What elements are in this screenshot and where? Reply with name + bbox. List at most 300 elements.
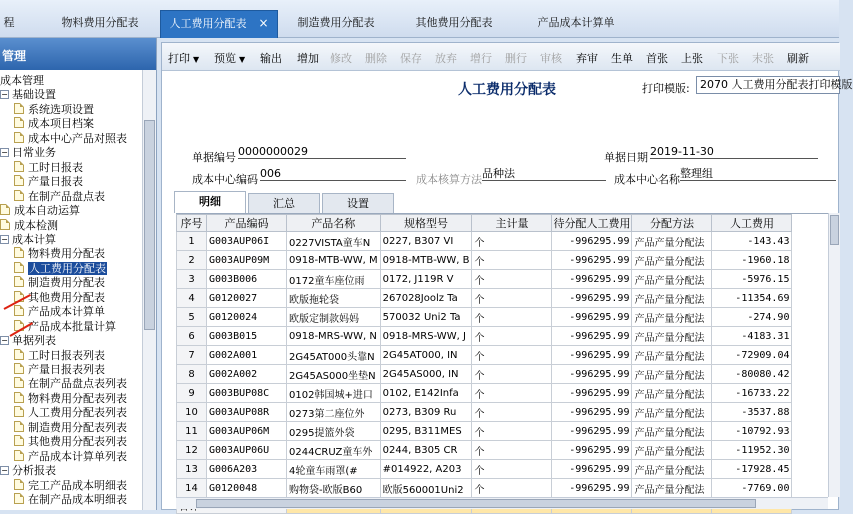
table-cell[interactable]: G003AUP08R: [207, 403, 287, 422]
document-icon: [14, 392, 24, 403]
document-icon: [14, 421, 24, 432]
toolbar: [162, 43, 840, 71]
tab-0[interactable]: [0, 12, 20, 38]
tab-1[interactable]: [40, 12, 160, 38]
table-cell[interactable]: -11952.30: [712, 441, 792, 460]
toolbar-button-label: 审核: [540, 52, 562, 65]
tree-item-label: 其他费用分配表列表: [28, 435, 127, 449]
table-cell[interactable]: -996295.99: [552, 251, 632, 270]
column-header[interactable]: 序号: [177, 215, 207, 232]
table-cell[interactable]: 0172, J119R V: [380, 270, 472, 289]
toolbar-button-label: 输出: [260, 52, 282, 65]
tree-item[interactable]: [14, 276, 105, 290]
table-cell[interactable]: 570032 Uni2 Ta: [380, 308, 472, 327]
tab-label: 其他费用分配表: [415, 16, 493, 29]
doc-no-label: 单据编号: [192, 151, 236, 164]
tab-settings[interactable]: 设置: [322, 193, 394, 213]
tree-item[interactable]: [14, 363, 105, 377]
tree-item-label: 产量日报表: [28, 175, 83, 189]
toolbar-button-label: 保存: [400, 52, 422, 65]
collapse-icon[interactable]: −: [1, 466, 8, 476]
table-row[interactable]: [177, 327, 792, 346]
table-row[interactable]: [177, 346, 792, 365]
toolbar-button[interactable]: [787, 50, 809, 66]
table-cell[interactable]: 产品产量分配法: [632, 232, 712, 251]
table-cell[interactable]: 欧版定制款妈妈: [287, 308, 381, 327]
collapse-icon[interactable]: −: [1, 336, 8, 346]
table-cell[interactable]: G003BUP08C: [207, 384, 287, 403]
table-cell[interactable]: -996295.99: [552, 232, 632, 251]
toolbar-button[interactable]: [214, 50, 245, 66]
toolbar-button-label: 首张: [646, 52, 668, 65]
panel-header: 管理: [0, 38, 156, 70]
document-icon: [14, 305, 24, 316]
document-icon: [14, 479, 24, 490]
table-cell[interactable]: -996295.99: [552, 289, 632, 308]
toolbar-button-label: 弃审: [576, 52, 598, 65]
table-cell[interactable]: 个: [472, 441, 552, 460]
table-cell[interactable]: -996295.99: [552, 479, 632, 498]
tree-item-label: 成本项目档案: [28, 117, 94, 131]
table-cell[interactable]: 0918-MTB-WW, M: [287, 251, 381, 270]
toolbar-button-label: 修改: [330, 52, 352, 65]
tree-item[interactable]: [14, 421, 127, 435]
tree-item-label: 系统选项设置: [28, 102, 94, 116]
table-cell[interactable]: 0918-MTB-WW, B: [380, 251, 472, 270]
chevron-down-icon[interactable]: ▼: [193, 55, 200, 64]
tree-item[interactable]: [14, 117, 94, 131]
table-cell[interactable]: 0295, B311MES: [380, 422, 472, 441]
tree-item[interactable]: [14, 103, 94, 117]
table-cell[interactable]: -5976.15: [712, 270, 792, 289]
table-row[interactable]: [177, 460, 792, 479]
toolbar-button-label: 增加: [297, 52, 319, 65]
doc-no-field[interactable]: 0000000029: [238, 146, 406, 159]
table-cell[interactable]: G003AUP06U: [207, 441, 287, 460]
table-cell[interactable]: -7769.00: [712, 479, 792, 498]
table-cell[interactable]: 产品产量分配法: [632, 270, 712, 289]
table-cell[interactable]: 12: [177, 441, 207, 460]
tree-item[interactable]: [14, 450, 127, 464]
table-cell[interactable]: 产品产量分配法: [632, 346, 712, 365]
table-row[interactable]: [177, 251, 792, 270]
scrollbar-thumb[interactable]: [830, 215, 839, 245]
table-row[interactable]: [177, 365, 792, 384]
tree-item[interactable]: [0, 233, 56, 247]
document-tab-bar: [0, 0, 839, 38]
table-cell[interactable]: -996295.99: [552, 441, 632, 460]
tree-item-label: 产品成本批量计算: [28, 319, 116, 333]
table-cell[interactable]: 个: [472, 422, 552, 441]
toolbar-button[interactable]: [330, 50, 352, 66]
table-cell[interactable]: -996295.99: [552, 327, 632, 346]
table-row[interactable]: [177, 441, 792, 460]
tree-item-label: 完工产品成本明细表: [28, 478, 127, 492]
tree-item[interactable]: [14, 392, 127, 406]
table-cell[interactable]: 11: [177, 422, 207, 441]
grid-vertical-scrollbar[interactable]: [828, 213, 840, 497]
toolbar-button[interactable]: [540, 50, 562, 66]
collapse-icon[interactable]: −: [1, 90, 8, 100]
tree-item-label: 在制产品盘点表: [28, 189, 105, 203]
tab-label: 产品成本计算单: [537, 16, 615, 29]
table-cell[interactable]: 个: [472, 327, 552, 346]
table-cell[interactable]: -996295.99: [552, 270, 632, 289]
toolbar-button[interactable]: [611, 50, 633, 66]
table-cell[interactable]: 欧版拖轮袋: [287, 289, 381, 308]
table-cell[interactable]: G003AUP06M: [207, 422, 287, 441]
tree-item[interactable]: [14, 291, 105, 305]
tree-item-label: 产量日报表列表: [28, 363, 105, 376]
tree-item[interactable]: [0, 204, 80, 218]
toolbar-button-label: 末张: [752, 52, 774, 65]
table-cell[interactable]: 0102韩国城+进口: [287, 384, 381, 403]
tree-item-label: 工时日报表: [28, 160, 83, 174]
column-header[interactable]: 主计量: [472, 215, 552, 232]
tab-5[interactable]: [516, 12, 636, 38]
table-cell[interactable]: 2G45AS000坐垫N: [287, 365, 381, 384]
tree-item-label: 基础设置: [12, 88, 56, 102]
table-cell[interactable]: -996295.99: [552, 308, 632, 327]
table-cell[interactable]: 个: [472, 365, 552, 384]
table-cell[interactable]: -1960.18: [712, 251, 792, 270]
table-cell[interactable]: G002A001: [207, 346, 287, 365]
table-row[interactable]: [177, 422, 792, 441]
table-cell[interactable]: #014922, A203: [380, 460, 472, 479]
table-cell[interactable]: 267028Joolz Ta: [380, 289, 472, 308]
document-icon: [14, 262, 24, 273]
table-cell[interactable]: -72909.04: [712, 346, 792, 365]
tree-item[interactable]: [14, 132, 127, 146]
document-icon: [0, 219, 10, 230]
table-cell[interactable]: -17928.45: [712, 460, 792, 479]
toolbar-button-label: 下张: [717, 52, 739, 65]
table-cell[interactable]: G003AUP06I: [207, 232, 287, 251]
table-cell[interactable]: 个: [472, 251, 552, 270]
tab-2[interactable]: [160, 10, 278, 38]
grid-horizontal-scrollbar[interactable]: [176, 497, 828, 509]
tree-item[interactable]: [14, 190, 105, 204]
tree-item-label: 成本自动运算: [14, 204, 80, 218]
tree-item-label: 在制产品成本明细表: [28, 493, 127, 507]
table-cell[interactable]: G003B015: [207, 327, 287, 346]
table-cell[interactable]: -10792.93: [712, 422, 792, 441]
document-icon: [14, 161, 24, 172]
table-cell[interactable]: 产品产量分配法: [632, 289, 712, 308]
document-icon: [14, 175, 24, 186]
tree-item[interactable]: [14, 479, 127, 493]
table-cell[interactable]: 个: [472, 403, 552, 422]
table-cell[interactable]: 0227VISTA童车N: [287, 232, 381, 251]
tree-item[interactable]: [0, 88, 56, 102]
document-title: 人工费用分配表: [458, 82, 556, 98]
tree-item[interactable]: [14, 493, 127, 507]
tab-4[interactable]: [394, 12, 514, 38]
table-cell[interactable]: 0244, B305 CR: [380, 441, 472, 460]
column-header[interactable]: 产品编码: [207, 215, 287, 232]
table-row[interactable]: [177, 403, 792, 422]
table-cell[interactable]: 产品产量分配法: [632, 441, 712, 460]
toolbar-button[interactable]: [297, 50, 319, 66]
table-cell[interactable]: 0244CRUZ童车外: [287, 441, 381, 460]
table-cell[interactable]: -996295.99: [552, 384, 632, 403]
tree-item-label: 制造费用分配表: [28, 276, 105, 290]
chevron-down-icon[interactable]: ▼: [239, 55, 246, 64]
table-row[interactable]: [177, 308, 792, 327]
tab-3[interactable]: [280, 12, 392, 38]
table-cell[interactable]: 13: [177, 460, 207, 479]
table-cell[interactable]: 产品产量分配法: [632, 251, 712, 270]
table-cell[interactable]: 产品产量分配法: [632, 308, 712, 327]
tree-item[interactable]: [14, 161, 83, 175]
print-template-select[interactable]: 2070 人工费用分配表打印模版: [696, 76, 840, 94]
tree-item-label: 物料费用分配表列表: [28, 391, 127, 405]
table-cell[interactable]: G003B006: [207, 270, 287, 289]
table-cell[interactable]: 0273, B309 Ru: [380, 403, 472, 422]
tree-scrollbar[interactable]: [142, 70, 156, 510]
table-cell[interactable]: G006A203: [207, 460, 287, 479]
document-area: [161, 42, 853, 510]
tree-item-label: 人工费用分配表列表: [28, 406, 127, 420]
table-cell[interactable]: 14: [177, 479, 207, 498]
toolbar-button-label: 刷新: [787, 52, 809, 65]
table-cell[interactable]: -4183.31: [712, 327, 792, 346]
table-cell[interactable]: 2: [177, 251, 207, 270]
tab-label: 物料费用分配表: [61, 16, 139, 29]
table-cell[interactable]: 个: [472, 308, 552, 327]
table-cell[interactable]: 3: [177, 270, 207, 289]
tab-summary[interactable]: 汇总: [248, 193, 320, 213]
table-row[interactable]: [177, 270, 792, 289]
table-cell[interactable]: 个: [472, 346, 552, 365]
tree-item[interactable]: [0, 464, 56, 478]
toolbar-button[interactable]: [365, 50, 387, 66]
table-cell[interactable]: G0120024: [207, 308, 287, 327]
document-icon: [0, 204, 10, 215]
costing-method-label: 成本核算方法: [416, 173, 482, 186]
table-cell[interactable]: -996295.99: [552, 365, 632, 384]
document-icon: [14, 132, 24, 143]
table-cell[interactable]: 产品产量分配法: [632, 365, 712, 384]
table-cell[interactable]: -274.90: [712, 308, 792, 327]
toolbar-button-label: 打印: [168, 52, 190, 65]
costing-method-field[interactable]: 品种法: [482, 168, 606, 181]
tree-item[interactable]: [0, 74, 44, 88]
tree-item-label: 分析报表: [12, 464, 56, 478]
table-cell[interactable]: 欧版560001Uni2: [380, 479, 472, 498]
column-header[interactable]: 待分配人工费用: [552, 215, 632, 232]
tree-item-label: 成本检测: [14, 218, 58, 232]
table-cell[interactable]: G0120048: [207, 479, 287, 498]
table-cell[interactable]: -996295.99: [552, 422, 632, 441]
column-header[interactable]: 人工费用: [712, 215, 792, 232]
column-header[interactable]: 规格型号: [380, 215, 472, 232]
table-cell[interactable]: 2G45AT000, IN: [380, 346, 472, 365]
tree-item-label: 成本管理: [0, 74, 44, 87]
toolbar-button[interactable]: [505, 50, 527, 66]
table-cell[interactable]: -80080.42: [712, 365, 792, 384]
column-header[interactable]: 分配方法: [632, 215, 712, 232]
table-cell[interactable]: 8: [177, 365, 207, 384]
doc-date-field[interactable]: 2019-11-30: [650, 146, 818, 159]
table-cell[interactable]: G0120027: [207, 289, 287, 308]
table-cell[interactable]: 个: [472, 289, 552, 308]
tree-item-label: 物料费用分配表: [28, 247, 105, 261]
toolbar-button[interactable]: [646, 50, 668, 66]
table-cell[interactable]: -996295.99: [552, 403, 632, 422]
document-icon: [14, 190, 24, 201]
tree-item-label: 人工费用分配表: [29, 261, 106, 275]
table-cell[interactable]: 2G45AS000, IN: [380, 365, 472, 384]
table-cell[interactable]: 产品产量分配法: [632, 403, 712, 422]
document-icon: [14, 377, 24, 388]
document-icon: [14, 406, 24, 417]
tree-item[interactable]: [14, 435, 127, 449]
close-icon[interactable]: ×: [258, 16, 269, 30]
cost-center-name-field[interactable]: 整理组: [680, 168, 836, 181]
document-icon: [14, 117, 24, 128]
toolbar-button[interactable]: [752, 50, 774, 66]
table-cell[interactable]: 1: [177, 232, 207, 251]
table-cell[interactable]: 6: [177, 327, 207, 346]
tree-item[interactable]: [0, 146, 56, 160]
document-icon: [14, 493, 24, 504]
document-icon: [14, 247, 24, 258]
toolbar-button[interactable]: [717, 50, 739, 66]
table-cell[interactable]: -143.43: [712, 232, 792, 251]
table-cell[interactable]: 产品产量分配法: [632, 327, 712, 346]
tree-item-label: 在制产品盘点表列表: [28, 377, 127, 391]
table-cell[interactable]: -11354.69: [712, 289, 792, 308]
tree-item[interactable]: [14, 247, 105, 261]
toolbar-button-label: 放弃: [435, 52, 457, 65]
tree-item-label: 成本中心产品对照表: [28, 131, 127, 145]
tree-item[interactable]: [0, 219, 58, 233]
toolbar-button-label: 上张: [681, 52, 703, 65]
table-cell[interactable]: 0295提篮外袋: [287, 422, 381, 441]
tree-item-label: 产品成本计算单列表: [28, 449, 127, 463]
tab-label: 人工费用分配表: [169, 17, 247, 30]
tree-item[interactable]: [14, 262, 107, 276]
tree-item[interactable]: [0, 334, 56, 348]
tree-item[interactable]: [14, 175, 83, 189]
table-cell[interactable]: 个: [472, 232, 552, 251]
table-cell[interactable]: -996295.99: [552, 460, 632, 479]
toolbar-button-label: 删除: [365, 52, 387, 65]
scrollbar-thumb[interactable]: [144, 120, 155, 330]
table-row[interactable]: [177, 479, 792, 498]
table-cell[interactable]: G003AUP09M: [207, 251, 287, 270]
toolbar-button[interactable]: [681, 50, 703, 66]
table-cell[interactable]: 个: [472, 479, 552, 498]
table-cell[interactable]: 购物袋-欧版B60: [287, 479, 381, 498]
document-icon: [14, 103, 24, 114]
toolbar-button[interactable]: [260, 50, 282, 66]
table-cell[interactable]: 7: [177, 346, 207, 365]
table-cell[interactable]: 产品产量分配法: [632, 422, 712, 441]
table-cell[interactable]: 4: [177, 289, 207, 308]
tree-item-label: 成本计算: [12, 232, 56, 246]
tree-item[interactable]: [14, 349, 105, 363]
table-cell[interactable]: 个: [472, 460, 552, 479]
table-cell[interactable]: 5: [177, 308, 207, 327]
table-cell[interactable]: 0102, E142Infa: [380, 384, 472, 403]
collapse-icon[interactable]: −: [1, 234, 8, 244]
cost-center-code-label: 成本中心编码: [192, 173, 258, 186]
table-cell[interactable]: 0227, B307 VI: [380, 232, 472, 251]
cost-center-code-field[interactable]: 006: [260, 168, 406, 181]
tab-label: 制造费用分配表: [297, 16, 375, 29]
toolbar-button[interactable]: [470, 50, 492, 66]
tree-item-label: 制造费用分配表列表: [28, 420, 127, 434]
toolbar-button-label: 预览: [214, 52, 236, 65]
tree-item[interactable]: [14, 406, 127, 420]
table-cell[interactable]: 产品产量分配法: [632, 479, 712, 498]
table-row[interactable]: [177, 289, 792, 308]
toolbar-button-label: 生单: [611, 52, 633, 65]
toolbar-button-label: 删行: [505, 52, 527, 65]
doc-date-label: 单据日期: [604, 151, 648, 164]
tab-label: 程: [3, 16, 15, 29]
table-cell[interactable]: 0918-MRS-WW, J: [380, 327, 472, 346]
table-cell[interactable]: 2G45AT000头靠N: [287, 346, 381, 365]
table-cell[interactable]: 9: [177, 384, 207, 403]
document-icon: [14, 349, 24, 360]
navigation-panel: [0, 38, 157, 510]
table-cell[interactable]: -996295.99: [552, 346, 632, 365]
toolbar-button[interactable]: [576, 50, 598, 66]
print-template-label: 打印模版:: [642, 82, 690, 95]
table-cell[interactable]: 个: [472, 384, 552, 403]
table-cell[interactable]: 10: [177, 403, 207, 422]
table-cell[interactable]: 4轮童车雨罩(#: [287, 460, 381, 479]
collapse-icon[interactable]: −: [1, 148, 8, 158]
tree-item[interactable]: [14, 305, 105, 319]
toolbar-button[interactable]: [168, 50, 199, 66]
table-cell[interactable]: 0172童车座位雨: [287, 270, 381, 289]
table-cell[interactable]: 0273第二座位外: [287, 403, 381, 422]
cost-center-name-label: 成本中心名称: [614, 173, 680, 186]
toolbar-button-label: 增行: [470, 52, 492, 65]
document-icon: [14, 435, 24, 446]
tree-item-label: 日常业务: [12, 146, 56, 160]
tree-item-label: 工时日报表列表: [28, 348, 105, 362]
table-cell[interactable]: 0918-MRS-WW, N: [287, 327, 381, 346]
tree-item[interactable]: [14, 377, 127, 391]
table-cell[interactable]: 个: [472, 270, 552, 289]
tree-item[interactable]: [14, 320, 116, 334]
tab-detail[interactable]: 明细: [174, 191, 246, 213]
column-header[interactable]: 产品名称: [287, 215, 381, 232]
tree-item-label: 其他费用分配表: [28, 290, 105, 304]
scrollbar-thumb[interactable]: [196, 499, 756, 508]
toolbar-button[interactable]: [435, 50, 457, 66]
document-icon: [14, 450, 24, 461]
table-cell[interactable]: G002A002: [207, 365, 287, 384]
table-row[interactable]: [177, 232, 792, 251]
table-cell[interactable]: 产品产量分配法: [632, 384, 712, 403]
document-icon: [14, 276, 24, 287]
document-icon: [14, 363, 24, 374]
allocation-grid: [176, 213, 840, 497]
tree-item-label: 单据列表: [12, 334, 56, 348]
table-row[interactable]: [177, 384, 792, 403]
table-cell[interactable]: -16733.22: [712, 384, 792, 403]
table-cell[interactable]: 产品产量分配法: [632, 460, 712, 479]
tree-item-label: 产品成本计算单: [28, 305, 105, 319]
table-cell[interactable]: -3537.88: [712, 403, 792, 422]
toolbar-button[interactable]: [400, 50, 422, 66]
